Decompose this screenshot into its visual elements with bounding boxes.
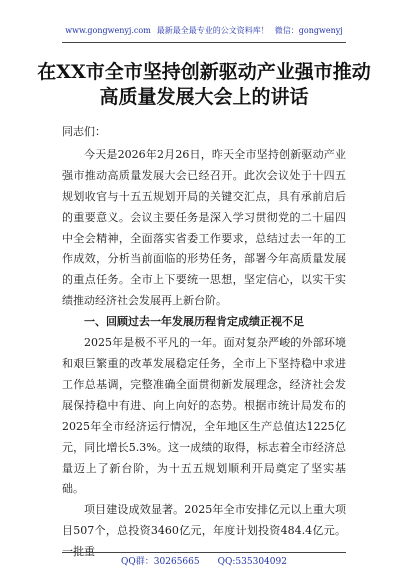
title-line-1: 在XX市全市坚持创新驱动产业强市推动	[37, 61, 371, 83]
document-title	[0, 60, 408, 110]
footer-qq: QQ:535304092	[217, 557, 287, 567]
document-body	[62, 122, 346, 563]
salutation: 同志们：	[62, 125, 106, 138]
header-website[interactable]: www.gongwenyj.com	[65, 26, 151, 35]
page-footer	[0, 556, 408, 568]
title-line-2: 高质量发展大会上的讲话	[99, 86, 309, 108]
paragraph-review: 2025年是极不平凡的一年。面对复杂严峻的外部环境和艰巨繁重的改革发展稳定任务，全市上下坚持稳中求进工作总基调，完整准确全面贯彻新发展理念，经济社会发展保持稳中有进、向上向好的态势。根据市统计局发布的2025年全市经济运行情况，全年地区生产总值达1225亿元，同比增长5.3%。这一成绩的取得，标志着全市经济总量迈上了新台阶，为十五五规划顺利开局奠定了坚实基础。	[62, 336, 346, 496]
paragraph-intro: 今天是2026年2月26日，昨天全市坚持创新驱动产业强市推动高质量发展大会已经召开。此次会议处于十四五规划收官与十五五规划开局的关键交汇点，具有承前启后的重要意义。会议主要任务是深入学习贯彻党的二十届四中全会精神，全面落实省委工作要求，总结过去一年的工作成效，分析当前面临的形势任务，部署今年高质量发展的重点任务。全市上下要统一思想，坚定信心，以实干实绩推动经济社会发展再上新台阶。	[62, 147, 346, 308]
header-slogan: 最新最全最专业的公文资料库！	[156, 26, 269, 35]
footer-divider	[62, 552, 346, 553]
paragraph-projects: 项目建设成效显著。2025年全市安排亿元以上重大项目507个，总投资3460亿元，年度计划投资484.4亿元。一批重	[62, 503, 346, 559]
section-heading-1: 一、回顾过去一年发展历程肯定成绩正视不足	[84, 315, 304, 329]
footer-qq-group: QQ群：30265665	[121, 557, 200, 567]
header-divider	[62, 42, 346, 43]
page-header	[0, 26, 408, 36]
header-wechat: 微信：gongwenyj	[274, 26, 343, 35]
